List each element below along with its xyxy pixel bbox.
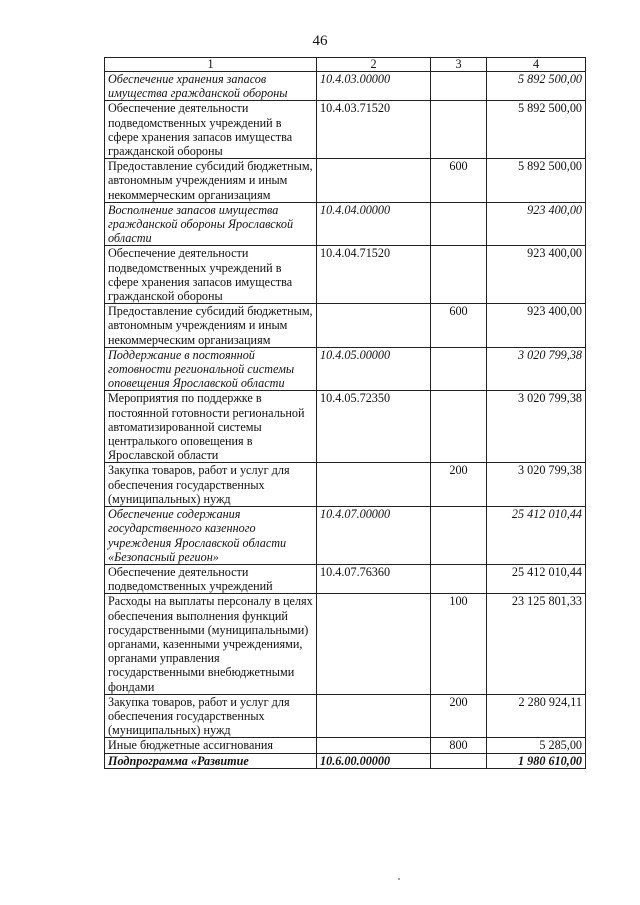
row-expense-kind-cell: 800 [431, 738, 487, 753]
table-row [105, 391, 586, 463]
row-name-cell: Закупка товаров, работ и услуг для обеспечения государственных (муниципальных) нужд [105, 694, 317, 738]
row-amount-cell: 3 020 799,38 [487, 347, 586, 391]
row-name-cell: Подпрограмма «Развитие [105, 753, 317, 768]
row-amount-cell: 923 400,00 [487, 304, 586, 348]
table-row [105, 594, 586, 694]
row-expense-kind-cell [431, 202, 487, 246]
header-col-3: 3 [431, 58, 487, 72]
table-row [105, 101, 586, 159]
row-code-cell [317, 304, 431, 348]
row-code-cell [317, 694, 431, 738]
row-code-cell: 10.4.07.76360 [317, 564, 431, 593]
row-expense-kind-cell [431, 391, 487, 463]
table-row [105, 738, 586, 753]
row-name-cell: Обеспечение хранения запасов имущества гражданской обороны [105, 72, 317, 101]
header-row [105, 58, 586, 72]
row-amount-cell: 5 892 500,00 [487, 101, 586, 159]
table-row [105, 202, 586, 246]
row-code-cell [317, 738, 431, 753]
row-code-cell: 10.4.03.71520 [317, 101, 431, 159]
header-col-2: 2 [317, 58, 431, 72]
row-amount-cell: 25 412 010,44 [487, 564, 586, 593]
row-expense-kind-cell [431, 246, 487, 304]
row-name-cell: Восполнение запасов имущества гражданской обороны Ярославской области [105, 202, 317, 246]
table-row [105, 72, 586, 101]
row-code-cell [317, 463, 431, 507]
row-name-cell: Обеспечение деятельности подведомственных учреждений в сфере хранения запасов имущества гражданской обороны [105, 246, 317, 304]
row-name-cell: Поддержание в постоянной готовности региональной системы оповещения Ярославской области [105, 347, 317, 391]
row-amount-cell: 5 892 500,00 [487, 72, 586, 101]
row-name-cell: Предоставление субсидий бюджетным, автономным учреждениям и иным некоммерческим организациям [105, 159, 317, 203]
row-code-cell: 10.4.05.72350 [317, 391, 431, 463]
row-amount-cell: 2 280 924,11 [487, 694, 586, 738]
row-name-cell: Предоставление субсидий бюджетным, автономным учреждениям и иным некоммерческим организациям [105, 304, 317, 348]
row-expense-kind-cell: 200 [431, 694, 487, 738]
row-code-cell: 10.4.05.00000 [317, 347, 431, 391]
row-amount-cell: 5 892 500,00 [487, 159, 586, 203]
row-name-cell: Расходы на выплаты персоналу в целях обеспечения выполнения функций государственными (муниципальными) органами, казенными учреждениями, органами управления государственными внебюджетными фондами [105, 594, 317, 694]
row-expense-kind-cell [431, 753, 487, 768]
row-expense-kind-cell: 200 [431, 463, 487, 507]
row-expense-kind-cell: 100 [431, 594, 487, 694]
row-code-cell: 10.4.03.00000 [317, 72, 431, 101]
row-code-cell: 10.6.00.00000 [317, 753, 431, 768]
row-code-cell: 10.4.04.00000 [317, 202, 431, 246]
page-number: 46 [312, 33, 328, 49]
row-code-cell [317, 159, 431, 203]
row-code-cell [317, 594, 431, 694]
row-amount-cell: 1 980 610,00 [487, 753, 586, 768]
row-amount-cell: 23 125 801,33 [487, 594, 586, 694]
row-expense-kind-cell [431, 507, 487, 565]
table-row [105, 564, 586, 593]
row-amount-cell: 923 400,00 [487, 246, 586, 304]
row-code-cell: 10.4.07.00000 [317, 507, 431, 565]
row-name-cell: Обеспечение деятельности подведомственных учреждений [105, 564, 317, 593]
row-code-cell: 10.4.04.71520 [317, 246, 431, 304]
row-name-cell: Иные бюджетные ассигнования [105, 738, 317, 753]
row-expense-kind-cell [431, 72, 487, 101]
row-expense-kind-cell: 600 [431, 304, 487, 348]
table-row [105, 159, 586, 203]
row-amount-cell: 5 285,00 [487, 738, 586, 753]
table-row [105, 753, 586, 768]
row-name-cell: Закупка товаров, работ и услуг для обеспечения государственных (муниципальных) нужд [105, 463, 317, 507]
table-row [105, 304, 586, 348]
row-expense-kind-cell [431, 347, 487, 391]
table-row [105, 694, 586, 738]
table-row [105, 246, 586, 304]
budget-table [104, 57, 586, 769]
row-amount-cell: 923 400,00 [487, 202, 586, 246]
row-name-cell: Обеспечение деятельности подведомственных учреждений в сфере хранения запасов имущества гражданской обороны [105, 101, 317, 159]
table-row [105, 507, 586, 565]
row-expense-kind-cell [431, 564, 487, 593]
table-body [105, 72, 586, 769]
row-amount-cell: 3 020 799,38 [487, 463, 586, 507]
header-col-1: 1 [105, 58, 317, 72]
row-expense-kind-cell [431, 101, 487, 159]
row-amount-cell: 3 020 799,38 [487, 391, 586, 463]
row-name-cell: Обеспечение содержания государственного казенного учреждения Ярославской области «Безопасный регион» [105, 507, 317, 565]
row-amount-cell: 25 412 010,44 [487, 507, 586, 565]
header-col-4: 4 [487, 58, 586, 72]
row-expense-kind-cell: 600 [431, 159, 487, 203]
table-row [105, 347, 586, 391]
row-name-cell: Мероприятия по поддержке в постоянной готовности региональной автоматизированной системы централького оповещения в Ярославской области [105, 391, 317, 463]
scan-speck [398, 878, 400, 880]
table-row [105, 463, 586, 507]
